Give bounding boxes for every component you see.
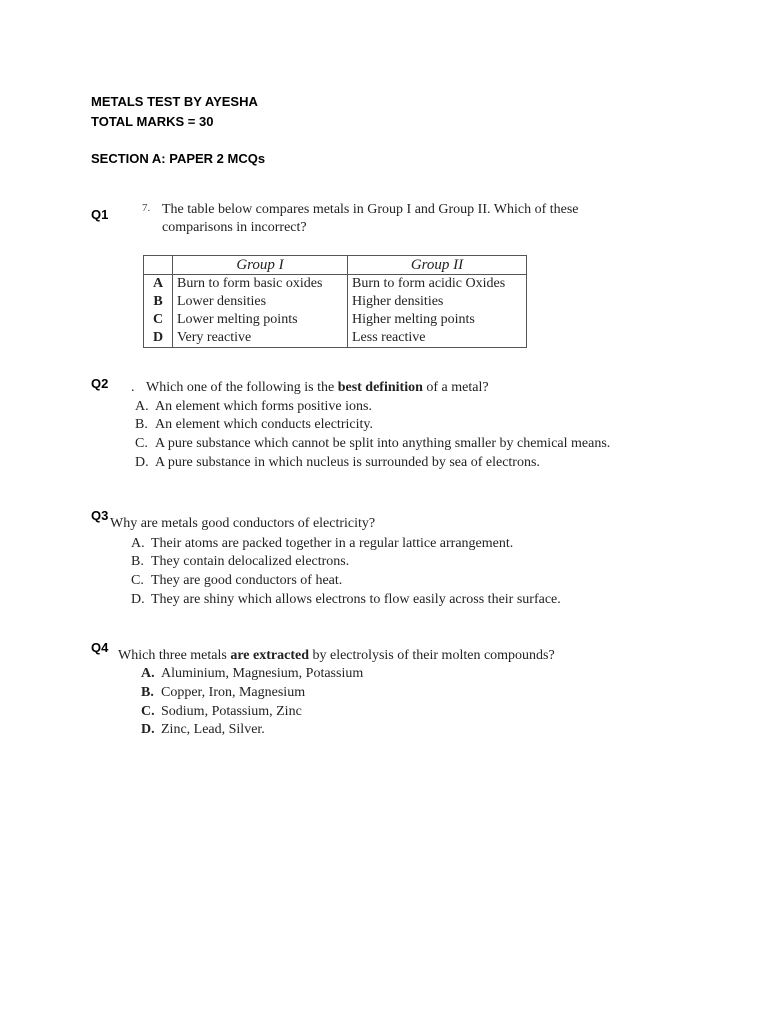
q4-question bbox=[118, 648, 555, 664]
q1-prefix: 7. bbox=[142, 202, 151, 214]
test-title: METALS TEST BY AYESHA bbox=[91, 94, 258, 109]
table-header-group2: Group II bbox=[348, 256, 527, 275]
q2-option-c bbox=[135, 436, 610, 452]
q3-option-a bbox=[131, 536, 513, 552]
option-text: Sodium, Potassium, Zinc bbox=[161, 704, 302, 719]
table-cell: Higher melting points bbox=[348, 311, 527, 329]
q3-text: Why are metals good conductors of electricity? bbox=[110, 516, 376, 531]
table-cell: Burn to form acidic Oxides bbox=[348, 275, 527, 294]
q2-text-bold: best definition bbox=[337, 380, 423, 395]
q2-prefix: . bbox=[131, 380, 135, 395]
q4-text-after: by electrolysis of their molten compounds? bbox=[308, 648, 555, 663]
table-header-key bbox=[144, 256, 173, 275]
table-cell: C bbox=[144, 311, 173, 329]
table-cell: Very reactive bbox=[173, 329, 348, 348]
q4-option-a bbox=[141, 666, 363, 682]
table-cell: Burn to form basic oxides bbox=[173, 275, 348, 294]
option-text: Their atoms are packed together in a regular lattice arrangement. bbox=[151, 536, 514, 551]
table-cell: A bbox=[144, 275, 173, 294]
option-letter: A. bbox=[131, 536, 145, 551]
option-text: A pure substance in which nucleus is surrounded by sea of electrons. bbox=[155, 455, 540, 470]
q2-option-b bbox=[135, 417, 373, 433]
q1-text-line2: comparisons in incorrect? bbox=[162, 220, 307, 235]
option-text: An element which conducts electricity. bbox=[155, 417, 373, 432]
table-header-group1: Group I bbox=[173, 256, 348, 275]
q4-option-c bbox=[141, 704, 302, 720]
table-row bbox=[144, 275, 527, 294]
table-cell: Higher densities bbox=[348, 293, 527, 311]
option-letter: A. bbox=[135, 399, 149, 414]
q3-option-d bbox=[131, 592, 561, 608]
option-text: Aluminium, Magnesium, Potassium bbox=[161, 666, 364, 681]
option-letter: B. bbox=[141, 685, 154, 700]
q1-text-line1: The table below compares metals in Group I and Group II. Which of these bbox=[162, 202, 579, 217]
table-cell: B bbox=[144, 293, 173, 311]
question-number-q1: Q1 bbox=[91, 207, 109, 222]
comparison-table bbox=[143, 255, 527, 348]
option-letter: B. bbox=[131, 554, 144, 569]
option-letter: C. bbox=[131, 573, 144, 588]
total-marks: TOTAL MARKS = 30 bbox=[91, 114, 214, 129]
table-row bbox=[144, 293, 527, 311]
option-text: They are good conductors of heat. bbox=[151, 573, 343, 588]
option-text: They are shiny which allows electrons to flow easily across their surface. bbox=[151, 592, 561, 607]
option-text: They contain delocalized electrons. bbox=[151, 554, 350, 569]
q2-option-a bbox=[135, 399, 372, 415]
section-heading: SECTION A: PAPER 2 MCQs bbox=[91, 151, 266, 166]
option-text: A pure substance which cannot be split into anything smaller by chemical means. bbox=[155, 436, 611, 451]
q4-text-bold: are extracted bbox=[230, 648, 309, 663]
q4-option-d bbox=[141, 722, 265, 738]
question-number-q3: Q3 bbox=[91, 508, 109, 523]
q4-text-before: Which three metals bbox=[118, 648, 231, 663]
question-number-q2: Q2 bbox=[91, 376, 109, 391]
table-cell: Less reactive bbox=[348, 329, 527, 348]
q3-option-b bbox=[131, 554, 349, 570]
q4-option-b bbox=[141, 685, 305, 701]
table-cell: Lower densities bbox=[173, 293, 348, 311]
question-number-q4: Q4 bbox=[91, 640, 109, 655]
option-letter: D. bbox=[141, 722, 155, 737]
q2-text-before: Which one of the following is the bbox=[146, 380, 338, 395]
option-letter: C. bbox=[135, 436, 148, 451]
option-letter: B. bbox=[135, 417, 148, 432]
q2-text-after: of a metal? bbox=[422, 380, 489, 395]
table-header-row bbox=[144, 256, 527, 275]
option-letter: D. bbox=[131, 592, 145, 607]
option-text: An element which forms positive ions. bbox=[155, 399, 372, 414]
table-row bbox=[144, 329, 527, 348]
table-cell: Lower melting points bbox=[173, 311, 348, 329]
table-cell: D bbox=[144, 329, 173, 348]
option-letter: D. bbox=[135, 455, 149, 470]
option-text: Copper, Iron, Magnesium bbox=[161, 685, 306, 700]
table-row bbox=[144, 311, 527, 329]
option-letter: A. bbox=[141, 666, 155, 681]
q3-option-c bbox=[131, 573, 342, 589]
q2-option-d bbox=[135, 455, 540, 471]
q2-question bbox=[131, 380, 489, 396]
option-letter: C. bbox=[141, 704, 155, 719]
option-text: Zinc, Lead, Silver. bbox=[161, 722, 265, 737]
